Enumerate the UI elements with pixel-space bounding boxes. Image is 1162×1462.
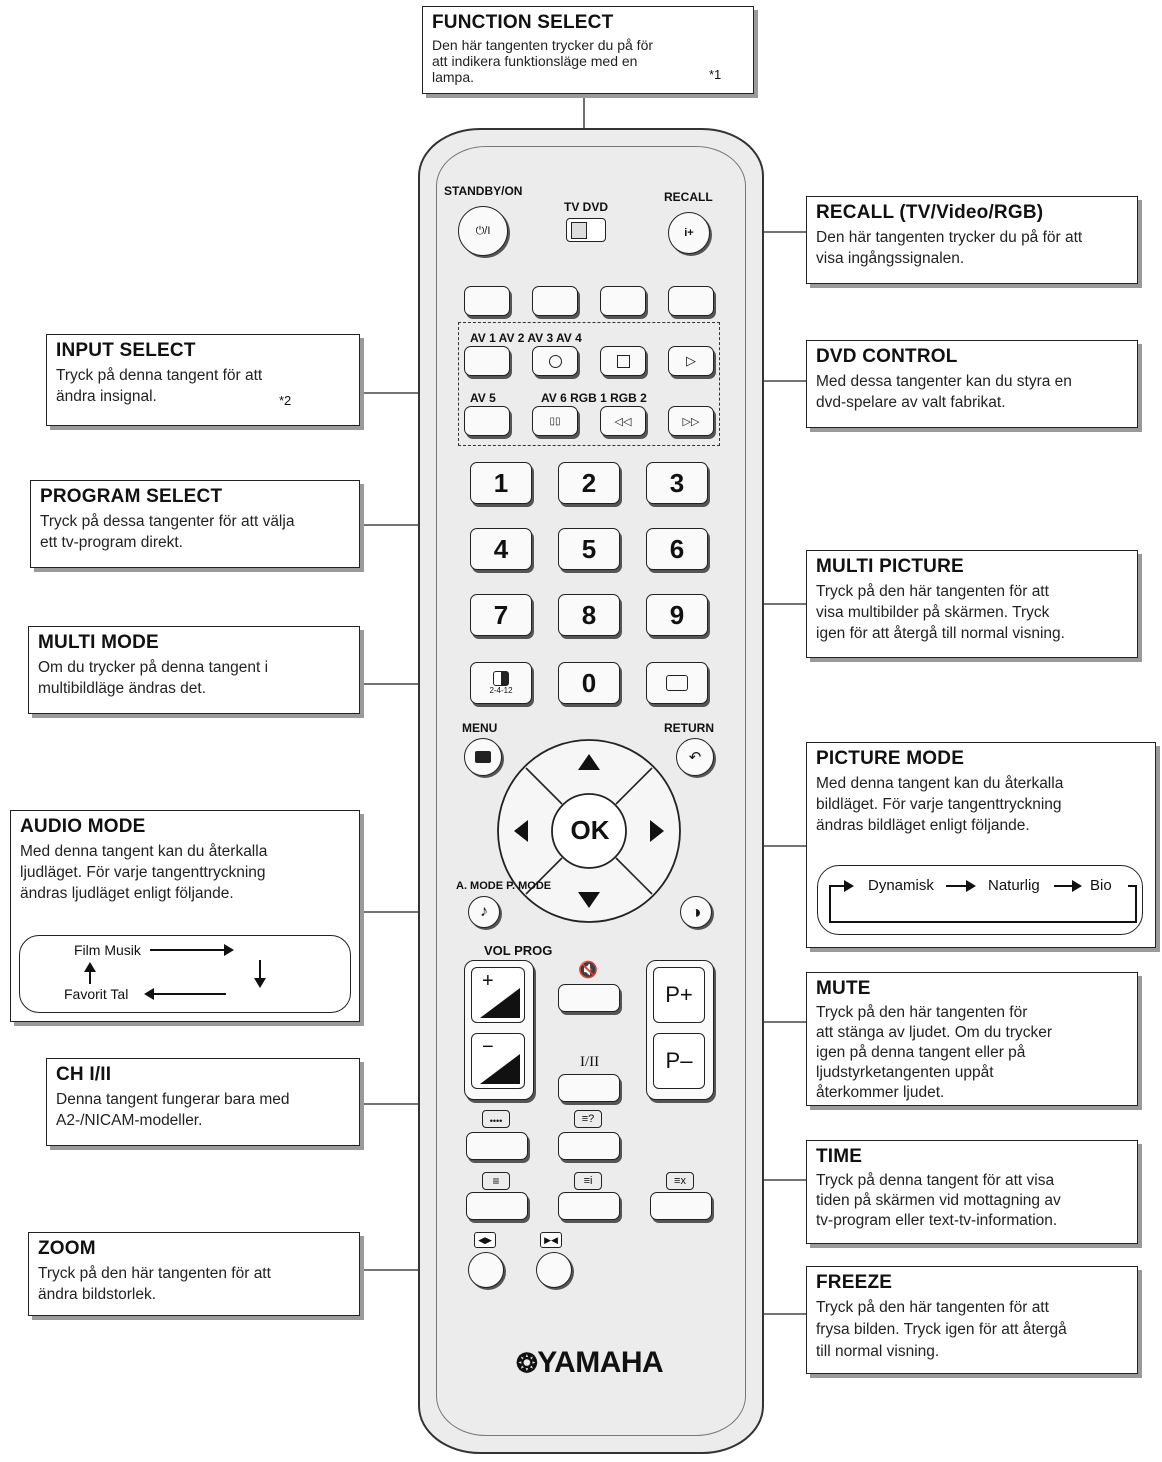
- picture-mode-callout: [806, 742, 1156, 948]
- multi-mode-text: Om du trycker på denna tangent i multibildläge ändras det.: [38, 659, 269, 697]
- number-key-4[interactable]: 4: [470, 528, 532, 570]
- yamaha-emblem-icon: ❂: [516, 1348, 538, 1378]
- picture-mode-text: Med denna tangent kan du återkalla bildläget. För varje tangenttryckning ändras bildläget enligt följande.: [816, 775, 1064, 834]
- teletext-time-icon: ≡x: [666, 1172, 694, 1190]
- av2-dvd-record-button[interactable]: [532, 346, 578, 376]
- circle-icon: [549, 355, 562, 368]
- audio-mode-button[interactable]: [468, 896, 500, 928]
- index-button[interactable]: [558, 1192, 620, 1220]
- input-select-title: INPUT SELECT: [56, 340, 196, 361]
- zoom-callout: [28, 1232, 360, 1316]
- function-select-callout: [422, 6, 754, 94]
- av1-button[interactable]: [464, 346, 510, 376]
- color-key-1[interactable]: [464, 286, 510, 316]
- pause-icon: ▯▯: [549, 415, 561, 427]
- audio-mode-callout: [10, 810, 360, 1022]
- av-row1-label: AV 1 AV 2 AV 3 AV 4: [470, 331, 582, 345]
- audio-mode-cycle-arrows: [20, 936, 352, 1014]
- zoom-text: Tryck på den här tangenten för att ändra bildstorlek.: [38, 1265, 271, 1303]
- teletext-icon: ≡: [482, 1172, 510, 1190]
- info-icon: i+: [684, 227, 694, 239]
- time-callout: [806, 1140, 1138, 1244]
- program-up-button[interactable]: P+: [653, 967, 705, 1023]
- function-select-title: FUNCTION SELECT: [432, 12, 614, 33]
- number-key-5[interactable]: 5: [558, 528, 620, 570]
- multi-mode-sub-label: 2-4-12: [489, 686, 513, 695]
- cycle-item-dynamisk: Dynamisk: [868, 877, 934, 894]
- color-key-3[interactable]: [600, 286, 646, 316]
- program-down-button[interactable]: P–: [653, 1033, 705, 1089]
- return-icon: ↶: [688, 749, 702, 766]
- brand-logo: [516, 1346, 663, 1380]
- number-key-3[interactable]: 3: [646, 462, 708, 504]
- number-key-0[interactable]: 0: [558, 662, 620, 704]
- audio-cycle-top: Film Musik: [74, 942, 141, 958]
- mute-text: Tryck på den här tangenten för att stänga av ljudet. Om du trycker igen på denna tangent eller på ljudstyrketangenten uppåt återkommer ljudet.: [816, 1004, 1053, 1101]
- tv-dvd-switch-label: TV DVD: [564, 200, 609, 214]
- multi-picture-button[interactable]: [646, 662, 708, 704]
- picture-mode-cycle-diagram: [817, 865, 1143, 935]
- input-select-callout: [46, 334, 360, 426]
- rewind-icon: ◁◁: [614, 415, 632, 428]
- rgb1-dvd-rewind-button[interactable]: [600, 406, 646, 436]
- freeze-button[interactable]: [536, 1252, 572, 1288]
- input-select-text: Tryck på denna tangent för att ändra insignal.: [56, 367, 263, 405]
- rgb2-dvd-forward-button[interactable]: [668, 406, 714, 436]
- vol-prog-label: VOL PROG: [484, 943, 553, 958]
- multi-mode-button[interactable]: [470, 662, 532, 704]
- multi-picture-text: Tryck på den här tangenten för att visa multibilder på skärmen. Tryck igen för att återgå till normal visning.: [816, 583, 1065, 642]
- amode-pmode-label: A. MODE P. MODE: [456, 880, 552, 892]
- recall-title: RECALL (TV/Video/RGB): [816, 202, 1044, 223]
- color-key-2[interactable]: [532, 286, 578, 316]
- volume-minus-label: −: [482, 1036, 494, 1058]
- volume-down-button[interactable]: [471, 1033, 525, 1089]
- recall-button[interactable]: [668, 212, 710, 254]
- time-text: Tryck på denna tangent för att visa tiden på skärmen vid mottagning av tv-program eller text-tv-information.: [816, 1172, 1061, 1229]
- program-select-text: Tryck på dessa tangenter för att välja ett tv-program direkt.: [40, 513, 295, 551]
- volume-ramp-icon: [480, 988, 520, 1018]
- function-select-note: *1: [709, 67, 722, 82]
- input-select-note: *2: [279, 393, 292, 408]
- ch-text: Denna tangent fungerar bara med A2-/NICAM-modeller.: [56, 1091, 290, 1129]
- zoom-icon: ◀▶: [474, 1232, 496, 1248]
- cycle-item-naturlig: Naturlig: [988, 877, 1040, 894]
- av3-dvd-stop-button[interactable]: [600, 346, 646, 376]
- mute-title: MUTE: [816, 978, 871, 999]
- ok-button[interactable]: OK: [570, 814, 610, 845]
- teletext-index-icon: ≡i: [574, 1172, 602, 1190]
- return-label: RETURN: [664, 721, 714, 735]
- mute-callout: [806, 972, 1138, 1106]
- multi-mode-icon: [493, 671, 509, 686]
- program-rocker: [646, 960, 714, 1100]
- ch-title: CH I/II: [56, 1064, 112, 1085]
- menu-icon: [475, 751, 491, 763]
- number-key-1[interactable]: 1: [470, 462, 532, 504]
- audio-cycle-bottom: Favorit Tal: [64, 986, 129, 1002]
- stop-icon: [617, 355, 630, 368]
- picture-mode-title: PICTURE MODE: [816, 748, 965, 769]
- number-key-8[interactable]: 8: [558, 594, 620, 636]
- av5-button[interactable]: [464, 406, 510, 436]
- tv-dvd-switch[interactable]: [566, 218, 606, 242]
- ch-button[interactable]: [558, 1074, 620, 1102]
- mute-icon: 🔇: [578, 962, 598, 979]
- function-select-text: Den här tangenten trycker du på för att indikera funktionsläge med en lampa.: [432, 37, 654, 85]
- av-row2-label: AV 6 RGB 1 RGB 2: [541, 391, 647, 405]
- standby-label: STANDBY/ON: [444, 184, 523, 198]
- volume-up-button[interactable]: [471, 967, 525, 1023]
- audio-mode-title: AUDIO MODE: [20, 816, 146, 837]
- multi-mode-callout: [28, 626, 360, 714]
- volume-plus-label: +: [482, 970, 494, 992]
- freeze-text: Tryck på den här tangenten för att frysa bilden. Tryck igen för att återgå till normal visning.: [816, 1299, 1067, 1360]
- picture-mode-button[interactable]: [680, 896, 712, 928]
- recall-text: Den här tangenten trycker du på för att visa ingångssignalen.: [816, 229, 1083, 267]
- zoom-button[interactable]: [468, 1252, 504, 1288]
- time-button[interactable]: [650, 1192, 712, 1220]
- subtitle-button[interactable]: [466, 1132, 528, 1160]
- dvd-control-text: Med dessa tangenter kan du styra en dvd-spelare av valt fabrikat.: [816, 373, 1072, 411]
- multi-picture-icon: [666, 675, 688, 691]
- cycle-item-bio: Bio: [1090, 877, 1112, 894]
- number-key-2[interactable]: 2: [558, 462, 620, 504]
- color-key-4[interactable]: [668, 286, 714, 316]
- number-key-9[interactable]: 9: [646, 594, 708, 636]
- program-select-title: PROGRAM SELECT: [40, 486, 223, 507]
- program-select-callout: [30, 480, 360, 568]
- dvd-control-callout: [806, 340, 1138, 428]
- recall-label: RECALL: [664, 190, 713, 204]
- multi-picture-title: MULTI PICTURE: [816, 556, 964, 577]
- play-icon: ▷: [686, 353, 696, 368]
- teletext-subtitle-icon: ••••: [482, 1110, 510, 1128]
- multi-picture-callout: [806, 550, 1138, 658]
- mute-button[interactable]: [558, 984, 620, 1012]
- freeze-title: FREEZE: [816, 1272, 893, 1293]
- dvd-control-title: DVD CONTROL: [816, 346, 958, 367]
- volume-rocker: [464, 960, 534, 1100]
- brand-name: YAMAHA: [537, 1346, 664, 1379]
- zoom-title: ZOOM: [38, 1238, 96, 1259]
- time-title: TIME: [816, 1146, 863, 1167]
- teletext-reveal-icon: ≡?: [574, 1110, 602, 1128]
- music-note-icon: ♪: [480, 903, 488, 920]
- audio-mode-cycle-diagram: [19, 935, 351, 1013]
- contrast-icon: ◑: [690, 901, 702, 922]
- av6-dvd-pause-button[interactable]: [532, 406, 578, 436]
- menu-label: MENU: [462, 721, 498, 735]
- freeze-callout: [806, 1266, 1138, 1374]
- teletext-button[interactable]: [466, 1192, 528, 1220]
- recall-callout: [806, 196, 1138, 284]
- number-key-6[interactable]: 6: [646, 528, 708, 570]
- av4-dvd-play-button[interactable]: [668, 346, 714, 376]
- ch-label: I/II: [580, 1054, 600, 1070]
- av5-label: AV 5: [470, 391, 496, 405]
- standby-icon: ⏻/I: [475, 224, 491, 237]
- audio-mode-text: Med denna tangent kan du återkalla ljudläget. För varje tangenttryckning ändras ljudläget enligt följande.: [20, 843, 268, 902]
- multi-mode-title: MULTI MODE: [38, 632, 159, 653]
- reveal-button[interactable]: [558, 1132, 620, 1160]
- number-key-7[interactable]: 7: [470, 594, 532, 636]
- ch-callout: [46, 1058, 360, 1146]
- switch-knob: [571, 222, 587, 239]
- freeze-icon: ▶◀: [540, 1232, 562, 1248]
- standby-button[interactable]: [458, 206, 508, 256]
- volume-ramp-down-icon: [480, 1054, 520, 1084]
- fast-forward-icon: ▷▷: [682, 415, 700, 428]
